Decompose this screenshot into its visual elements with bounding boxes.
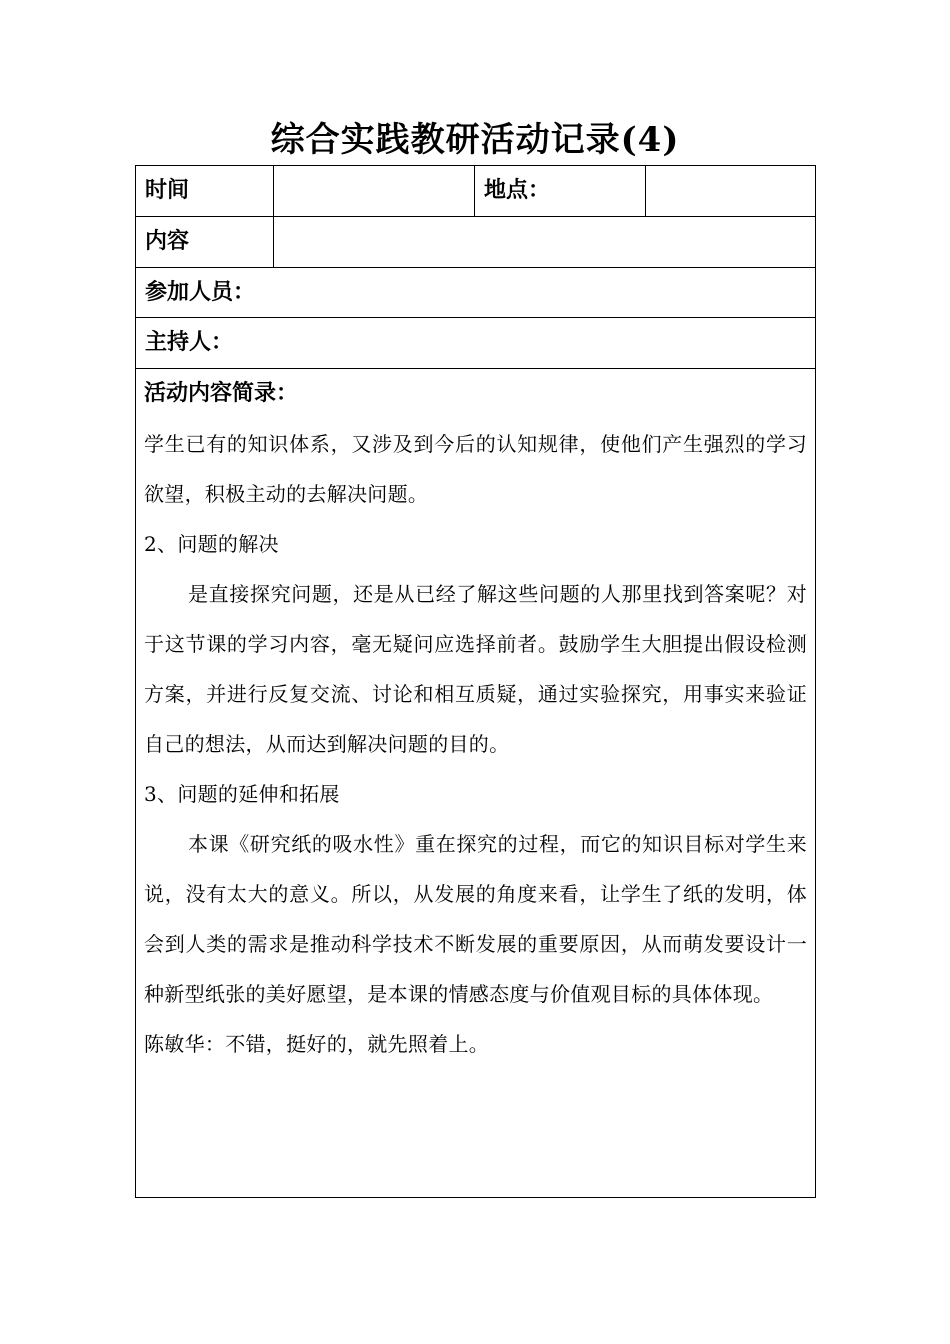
content-label: 内容 bbox=[136, 217, 274, 267]
paragraph-1: 学生已有的知识体系，又涉及到今后的认知规律，使他们产生强烈的学习欲望，积极主动的去解决问题。 bbox=[144, 432, 807, 506]
participants-row bbox=[136, 268, 815, 318]
summary-section bbox=[136, 369, 815, 1069]
content-value-cell[interactable] bbox=[274, 217, 815, 267]
host-label: 主持人： bbox=[145, 330, 234, 355]
page-title: 综合实践教研活动记录(4) bbox=[270, 120, 680, 160]
section-heading-3: 3、问题的延伸和拓展 bbox=[144, 782, 340, 806]
host-row bbox=[136, 318, 815, 369]
summary-label: 活动内容简录： bbox=[144, 381, 299, 406]
place-value-cell[interactable] bbox=[646, 166, 815, 216]
section-heading-2: 2、问题的解决 bbox=[144, 532, 279, 556]
time-place-row bbox=[136, 166, 815, 217]
paragraph-3: 本课《研究纸的吸水性》重在探究的过程，而它的知识目标对学生来说，没有太大的意义。所以，从发展的角度来看，让学生了纸的发明，体会到人类的需求是推动科学技术不断发展的重要原因，从而萌发要设计一种新型纸张的美好愿望，是本课的情感态度与价值观目标的具体体现。 bbox=[144, 832, 807, 1006]
paragraph-2: 是直接探究问题，还是从已经了解这些问题的人那里找到答案呢？对于这节课的学习内容，毫无疑问应选择前者。鼓励学生大胆提出假设检测方案，并进行反复交流、讨论和相互质疑，通过实验探究，用事实来验证自己的想法，从而达到解决问题的目的。 bbox=[144, 582, 807, 756]
time-value-cell[interactable] bbox=[274, 166, 475, 216]
record-form bbox=[135, 165, 816, 1198]
time-label: 时间 bbox=[136, 166, 274, 216]
content-row bbox=[136, 217, 815, 268]
participants-label: 参加人员： bbox=[145, 280, 256, 305]
reviewer-comment: 陈敏华：不错，挺好的，就先照着上。 bbox=[144, 1032, 490, 1056]
place-label: 地点： bbox=[475, 166, 646, 216]
